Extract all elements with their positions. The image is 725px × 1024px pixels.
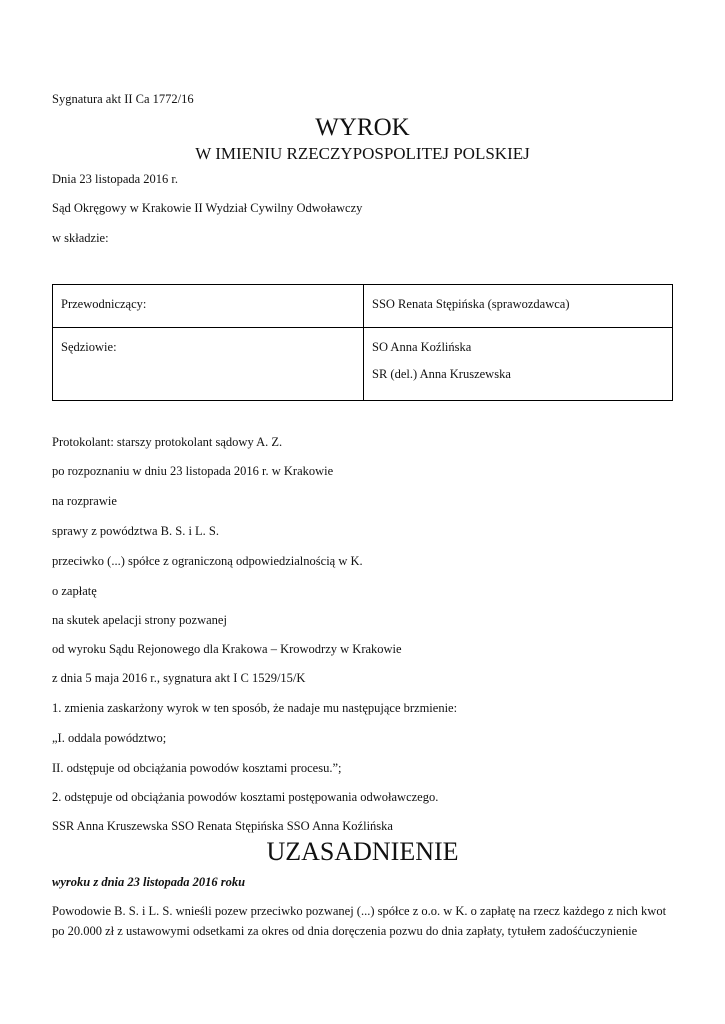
signatures-line: SSR Anna Kruszewska SSO Renata Stępińska SSO Anna Koźlińska bbox=[52, 819, 393, 833]
justification-subtitle: wyroku z dnia 23 listopada 2016 roku bbox=[52, 875, 246, 889]
body-line: sprawy z powództwa B. S. i L. S. bbox=[52, 524, 219, 538]
body-line: na rozprawie bbox=[52, 494, 117, 508]
court-name: Sąd Okręgowy w Krakowie II Wydział Cywilny Odwoławczy bbox=[52, 201, 363, 215]
table-row bbox=[53, 328, 673, 401]
names-cell bbox=[364, 285, 673, 328]
judgment-date: Dnia 23 listopada 2016 r. bbox=[52, 172, 179, 186]
document-title: WYROK bbox=[315, 114, 410, 141]
names-cell bbox=[364, 328, 673, 401]
role-cell: Przewodniczący: bbox=[53, 285, 364, 328]
body-line: na skutek apelacji strony pozwanej bbox=[52, 613, 227, 627]
case-signature: Sygnatura akt II Ca 1772/16 bbox=[52, 92, 194, 106]
body-line: Protokolant: starszy protokolant sądowy A. Z. bbox=[52, 435, 283, 449]
body-line: „I. oddala powództwo; bbox=[52, 731, 167, 745]
table-row bbox=[53, 285, 673, 328]
body-line: II. odstępuje od obciążania powodów kosztami procesu.”; bbox=[52, 761, 342, 775]
justification-title: UZASADNIENIE bbox=[266, 837, 459, 866]
composition-table bbox=[52, 284, 673, 401]
body-line: od wyroku Sądu Rejonowego dla Krakowa – Krowodrzy w Krakowie bbox=[52, 642, 402, 656]
role-cell: Sędziowie: bbox=[53, 328, 364, 401]
judge-name: SO Anna Koźlińska bbox=[372, 340, 472, 354]
body-line: z dnia 5 maja 2016 r., sygnatura akt I C 1529/15/K bbox=[52, 671, 306, 685]
body-line: o zapłatę bbox=[52, 584, 97, 598]
composition-label: w składzie: bbox=[52, 231, 109, 245]
body-line: 1. zmienia zaskarżony wyrok w ten sposób, że nadaje mu następujące brzmienie: bbox=[52, 701, 458, 715]
judge-name: SR (del.) Anna Kruszewska bbox=[372, 367, 511, 381]
body-line: 2. odstępuje od obciążania powodów kosztami postępowania odwoławczego. bbox=[52, 790, 439, 804]
judge-name: SSO Renata Stępińska (sprawozdawca) bbox=[372, 297, 570, 311]
document-subtitle: W IMIENIU RZECZYPOSPOLITEJ POLSKIEJ bbox=[195, 144, 530, 163]
body-line: przeciwko (...) spółce z ograniczoną odpowiedzialnością w K. bbox=[52, 554, 363, 568]
body-line: po rozpoznaniu w dniu 23 listopada 2016 r. w Krakowie bbox=[52, 464, 334, 478]
justification-paragraph: Powodowie B. S. i L. S. wnieśli pozew przeciwko pozwanej (...) spółce z o.o. w K. o zapłatę na rzecz każdego z nich kwot po 20.000 zł z ustawowymi odsetkami za okres od dnia doręczenia pozwu do dnia zapłaty, tytułem zadośćuczynienie bbox=[52, 904, 667, 938]
